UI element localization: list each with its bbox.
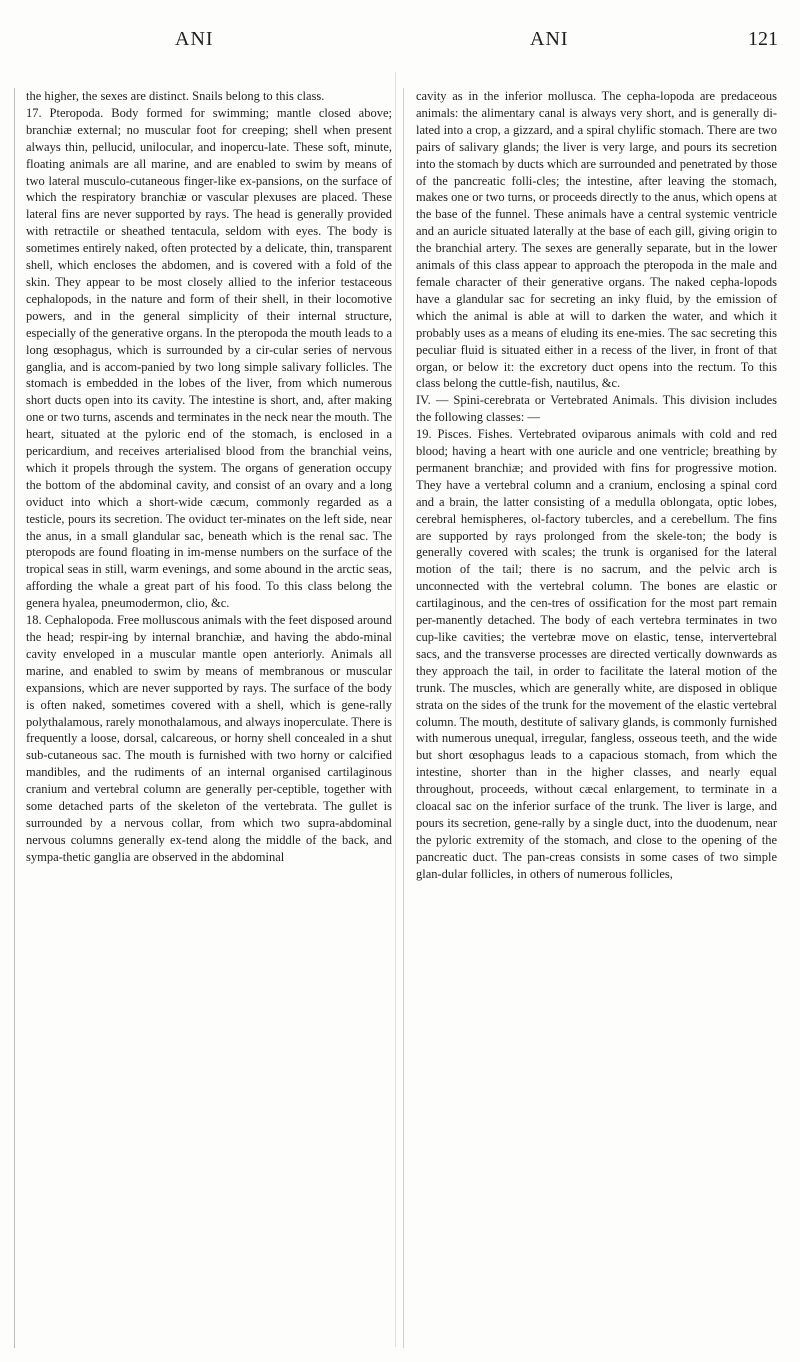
paragraph-cephalopoda: 18. Cephalopoda. Free molluscous animals with the feet disposed around the head; respir-ing by internal branchiæ, and having the abdo-minal cavity enveloped in a muscular mantle open anteriorly. Animals all marine, and enabled to swim by means of membranous or muscular expansions, which are never supported by rays. The surface of the body is often naked, sometimes covered with a shell, which is gene-rally polythalamous, rarely monothalamous, and always inoperculate. There is frequently a loose, dorsal, calcareous, or horny shell concealed in a shut sub-cutaneous sac. The mouth is furnished with two horny or calcified mandibles, and the rudiments of an internal organised cartilaginous cranium and vertebral column are generally per-ceptible, together with some detached parts of the skeleton of the vertebrata. The gullet is surrounded by a nervous collar, from which two supra-abdominal nervous columns generally ex-tend along the middle of the back, and sympa-thetic ganglia are observed in the abdominal <box>26 613 392 864</box>
paragraph-snails: the higher, the sexes are distinct. Snails belong to this class. <box>26 89 325 103</box>
paragraph-pisces: 19. Pisces. Fishes. Vertebrated oviparous animals with cold and red blood; having a heart with one auricle and one ventricle; breathing by permanent branchiæ; and provided with fins for progressive motion. They have a vertebral column and a cranium, enclosing a spinal cord and a brain, the latter consisting of a medulla oblongata, optic lobes, cerebral hemispheres, ol-factory tubercles, and a cerebellum. The fins are supported by rays prolonged from the skele-ton; the body is generally covered with scales; the trunk is organised for the lateral motion of the tail; there is no sacrum, and the pelvic arch is unconnected with the vertebral column. The bones are elastic or cartilaginous, and the cen-tres of ossification for the most part remain per-manently detached. The body of each vertebra terminates in two cup-like cavities; the vertebræ move on elastic, tense, intervertebral sacs, and the transverse processes are directed vertically downwards as they approach the tail, in order to facilitate the lateral motion of the trunk. The muscles, which are generally white, are disposed in oblique strata on the sides of the trunk for the movement of the elastic vertebral column. The mouth, destitute of salivary glands, is commonly furnished with numerous unequal, irregular, fangless, osseous teeth, and the wide but short œsophagus leads to a capacious stomach, from which the intestine, shorter than in the higher classes, and nearly equal throughout, proceeds, without cæcal enlargement, to terminate in a cloacal sac on the inferior surface of the trunk. The liver is large, and pours its secretion, gene-rally by a single duct, into the duodenum, near the pyloric extremity of the stomach, and close to the opening of the pancreatic duct. The pan-creas consists in some cases of two simple glan-dular follicles, in others of numerous follicles, <box>416 427 777 881</box>
right-running-head: ANI <box>530 28 569 50</box>
paragraph-cephalopoda-continued: cavity as in the inferior mollusca. The cepha-lopoda are predaceous animals: the alimentary canal is always very short, and is generally di-lated into a crop, a gizzard, and a spiral chylific stomach. There are two pairs of salivary glands; the liver is very large, and pours its secretion into the stomach by ducts which are surrounded and penetrated by those of the pancreatic folli-cles; the intestine, after leaving the stomach, makes one or two turns, or proceeds directly to the anus, which opens at the base of the funnel. These animals have a central systemic ventricle and an auricle situated laterally at the base of each gill, giving origin to the branchial artery. The sexes are generally separate, but in the lower animals of this class appear to approach the pteropoda in the male and female character of their generative organs. The naked cepha-lopods have a glandular sac for secreting an inky fluid, by the emission of which the animal is able at will to darken the water, and which it probably uses as a means of eluding its ene-mies. The sac secreting this peculiar fluid is situated either in a recess of the liver, in front of that organ, or below it: the excretory duct opens into the rectum. To this class belong the cuttle-fish, nautilus, &c. <box>416 89 777 391</box>
column-divider <box>395 72 396 1347</box>
page-header <box>0 28 800 68</box>
page-number: 121 <box>748 28 778 50</box>
paragraph-pteropoda: 17. Pteropoda. Body formed for swimming; mantle closed above; branchiæ external; no muscular foot for creeping; shell when present always thin, pellucid, unilocular, and inopercu-late. These soft, minute, floating animals are all marine, and are enabled to swim by means of two lateral musculo-cutaneous finger-like ex-pansions, on the surface of which the respiratory branchiæ or vascular plexuses are placed. These lateral fins are never supported by rays. The head is generally provided with retractile or sheathed tentacula, seldom with eyes. The body is sometimes entirely naked, often protected by a delicate, thin, transparent shell, which encloses the abdomen, and is covered with a fold of the skin. They appear to be most closely allied to the inferior testaceous cephalopods, in the nature and form of their shell, in their locomotive powers, and in the general simplicity of their internal structure, especially of the generative organs. In the pteropoda the mouth leads to a long œsophagus, which is surrounded by a cir-cular series of nervous ganglia, and is accom-panied by two long simple salivary follicles. The stomach is embedded in the lobes of the liver, from which numerous short ducts open into its cavity. The intestine is short, and, after making one or two turns, ascends and terminates in the neck near the mouth. The heart, situated at the pyloric end of the stomach, is enclosed in a pericardium, and receives arterialised blood from the branchial veins, which it propels through the system. The organs of generation occupy the bottom of the abdominal cavity, and consist of an ovary and a long oviduct into which a short-wide cæcum, commonly regarded as a testicle, pours its secretion. The oviduct ter-minates on the left side, near the anus, in a small glandular sac, beneath which is the renal sac. The pteropods are found floating in im-mense numbers on the surface of the tropical seas in still, warm evenings, and some abound in the arctic seas, affording the whale a great part of his food. To this class belong the genera hyalea, pneumodermon, clio, &c. <box>26 105 392 611</box>
left-running-head: ANI <box>175 28 214 50</box>
left-column <box>14 88 392 1348</box>
right-column <box>403 88 777 1348</box>
paragraph-vertebrated-division: IV. — Spini-cerebrata or Vertebrated Animals. This division includes the following classes: — <box>416 393 777 425</box>
